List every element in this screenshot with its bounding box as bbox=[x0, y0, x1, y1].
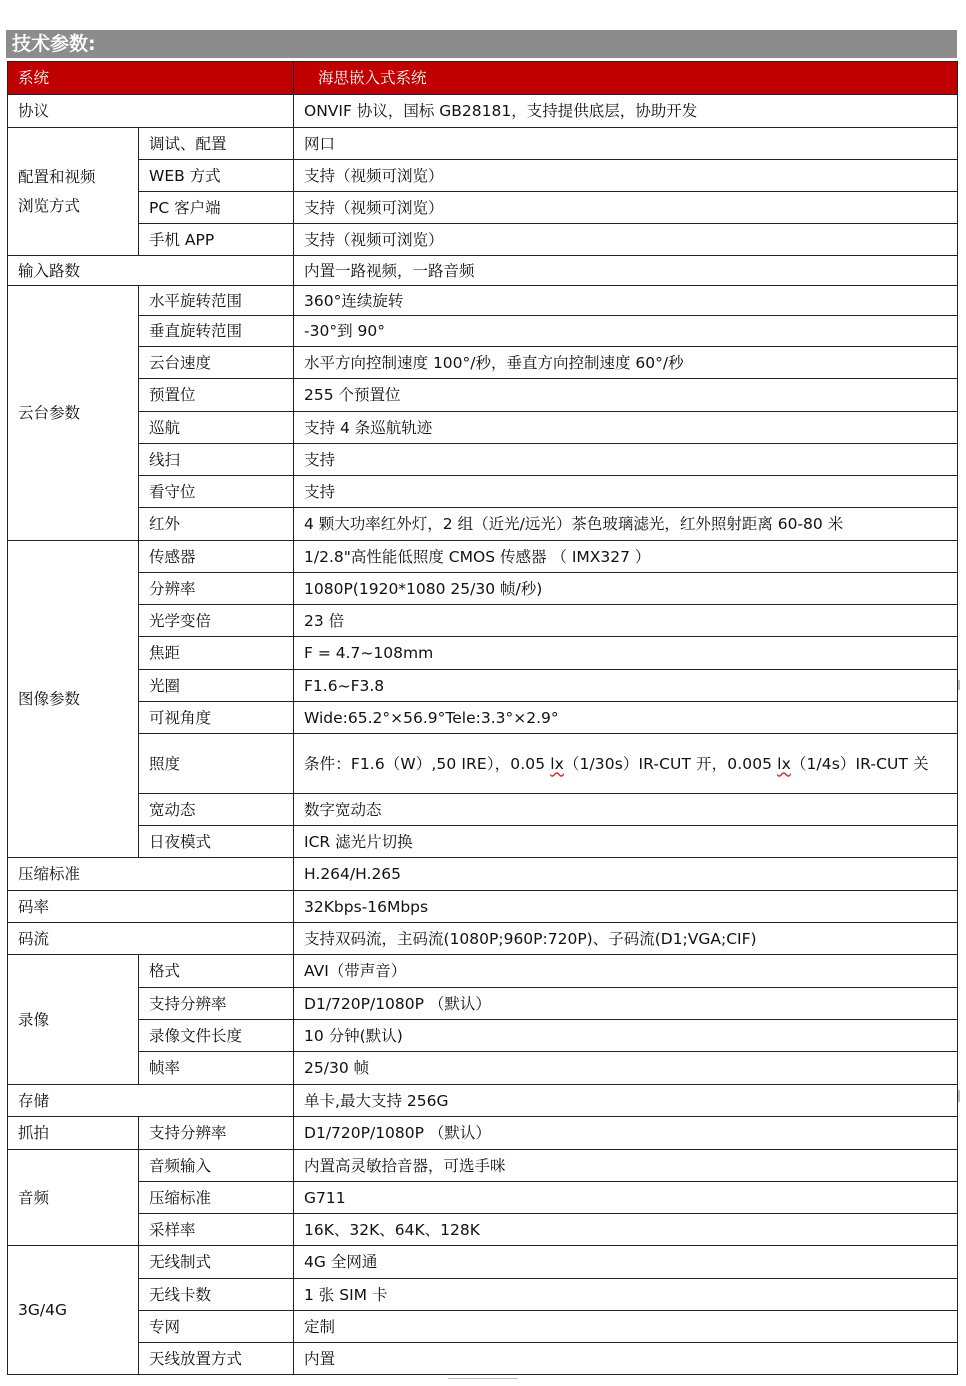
row-value: D1/720P/1080P （默认） bbox=[294, 1117, 958, 1150]
row-value: 16K、32K、64K、128K bbox=[294, 1214, 958, 1246]
row-value: 4 颗大功率红外灯，2 组（近光/远光）茶色玻璃滤光，红外照射距离 60-80 米 bbox=[294, 508, 958, 541]
sub-label: 调试、配置 bbox=[139, 128, 294, 160]
group-label-wireless: 3G/4G bbox=[8, 1246, 139, 1375]
sub-label: 线扫 bbox=[139, 444, 294, 476]
sub-label: 光圈 bbox=[139, 670, 294, 702]
row-value: 内置一路视频，一路音频 bbox=[294, 256, 958, 286]
row-value: 定制 bbox=[294, 1311, 958, 1343]
sub-label: 帧率 bbox=[139, 1052, 294, 1085]
illumination-text-c: （1/4s）IR-CUT 关 bbox=[790, 754, 929, 773]
section-title: 技术参数: bbox=[6, 30, 957, 58]
table-row bbox=[8, 541, 958, 573]
row-value: 4G 全网通 bbox=[294, 1246, 958, 1279]
page-edge-mark bbox=[958, 1090, 960, 1102]
table-row bbox=[8, 508, 958, 541]
table-row bbox=[8, 1343, 958, 1375]
row-label: 协议 bbox=[8, 95, 294, 128]
row-value: 23 倍 bbox=[294, 605, 958, 637]
group-label-image: 图像参数 bbox=[8, 541, 139, 858]
row-value: 单卡,最大支持 256G bbox=[294, 1085, 958, 1117]
sub-label: 照度 bbox=[139, 734, 294, 794]
illumination-text-a: 条件：F1.6（W）,50 IRE），0.05 bbox=[304, 754, 551, 773]
sub-label: 手机 APP bbox=[139, 224, 294, 256]
table-row bbox=[8, 476, 958, 508]
table-row bbox=[8, 1150, 958, 1182]
sub-label: 看守位 bbox=[139, 476, 294, 508]
sub-label: 无线卡数 bbox=[139, 1279, 294, 1311]
sub-label: 支持分辨率 bbox=[139, 1117, 294, 1150]
row-value: ONVIF 协议，国标 GB28181，支持提供底层，协助开发 bbox=[294, 95, 958, 128]
table-row bbox=[8, 891, 958, 923]
sub-label: 日夜模式 bbox=[139, 826, 294, 858]
table-row bbox=[8, 192, 958, 224]
page-edge-mark bbox=[958, 680, 960, 690]
sub-label: 预置位 bbox=[139, 379, 294, 412]
table-header-row bbox=[8, 62, 958, 95]
spec-table bbox=[7, 61, 958, 1375]
header-system-value: 海思嵌入式系统 bbox=[294, 62, 958, 95]
table-row bbox=[8, 1020, 958, 1052]
sub-label: 巡航 bbox=[139, 412, 294, 444]
sub-label: 宽动态 bbox=[139, 794, 294, 826]
table-row bbox=[8, 1052, 958, 1085]
row-value: AVI（带声音） bbox=[294, 955, 958, 988]
group-label-record: 录像 bbox=[8, 955, 139, 1085]
table-row bbox=[8, 1182, 958, 1214]
table-row bbox=[8, 316, 958, 347]
sub-label: 垂直旋转范围 bbox=[139, 316, 294, 347]
table-row bbox=[8, 1311, 958, 1343]
row-value: 255 个预置位 bbox=[294, 379, 958, 412]
table-row bbox=[8, 1214, 958, 1246]
sub-label: 分辨率 bbox=[139, 573, 294, 605]
group-label-config: 配置和视频 浏览方式 bbox=[8, 128, 139, 256]
row-value: 25/30 帧 bbox=[294, 1052, 958, 1085]
sub-label: 音频输入 bbox=[139, 1150, 294, 1182]
row-value: 1 张 SIM 卡 bbox=[294, 1279, 958, 1311]
table-row bbox=[8, 670, 958, 702]
sub-label: 红外 bbox=[139, 508, 294, 541]
row-label: 码流 bbox=[8, 923, 294, 955]
lux-unit-1: lx bbox=[550, 754, 564, 773]
row-label: 输入路数 bbox=[8, 256, 294, 286]
illumination-text-b: （1/30s）IR-CUT 开，0.005 bbox=[563, 754, 778, 773]
sub-label: 专网 bbox=[139, 1311, 294, 1343]
row-value: 支持 bbox=[294, 444, 958, 476]
table-row bbox=[8, 1279, 958, 1311]
table-row bbox=[8, 637, 958, 670]
group-label-ptz: 云台参数 bbox=[8, 286, 139, 541]
table-row bbox=[8, 444, 958, 476]
row-value: 内置高灵敏拾音器，可选手咪 bbox=[294, 1150, 958, 1182]
group-label-audio: 音频 bbox=[8, 1150, 139, 1246]
table-row bbox=[8, 379, 958, 412]
table-row bbox=[8, 224, 958, 256]
sub-label: 录像文件长度 bbox=[139, 1020, 294, 1052]
row-value-illumination bbox=[294, 734, 958, 794]
row-value: 支持（视频可浏览） bbox=[294, 224, 958, 256]
sub-label: 光学变倍 bbox=[139, 605, 294, 637]
row-value: 360°连续旋转 bbox=[294, 286, 958, 316]
sub-label: 格式 bbox=[139, 955, 294, 988]
row-value: F = 4.7~108mm bbox=[294, 637, 958, 670]
sub-label: 可视角度 bbox=[139, 702, 294, 734]
row-label: 码率 bbox=[8, 891, 294, 923]
sub-label: 云台速度 bbox=[139, 347, 294, 379]
group-label-snapshot: 抓拍 bbox=[8, 1117, 139, 1150]
sub-label: 无线制式 bbox=[139, 1246, 294, 1279]
sub-label: WEB 方式 bbox=[139, 160, 294, 192]
row-value: 支持（视频可浏览） bbox=[294, 192, 958, 224]
row-value: F1.6~F3.8 bbox=[294, 670, 958, 702]
table-row bbox=[8, 286, 958, 316]
table-row bbox=[8, 702, 958, 734]
row-value: 1/2.8"高性能低照度 CMOS 传感器 （ IMX327 ） bbox=[294, 541, 958, 573]
page-edge-mark bbox=[448, 1378, 518, 1379]
table-row bbox=[8, 573, 958, 605]
table-row bbox=[8, 734, 958, 794]
row-value: ICR 滤光片切换 bbox=[294, 826, 958, 858]
row-value: G711 bbox=[294, 1182, 958, 1214]
sub-label: 支持分辨率 bbox=[139, 988, 294, 1020]
row-value: 10 分钟(默认) bbox=[294, 1020, 958, 1052]
table-row bbox=[8, 1085, 958, 1117]
sub-label: 传感器 bbox=[139, 541, 294, 573]
row-value: 数字宽动态 bbox=[294, 794, 958, 826]
sub-label: PC 客户端 bbox=[139, 192, 294, 224]
lux-unit-2: lx bbox=[777, 754, 791, 773]
row-value: D1/720P/1080P （默认） bbox=[294, 988, 958, 1020]
table-row bbox=[8, 160, 958, 192]
row-value: 水平方向控制速度 100°/秒，垂直方向控制速度 60°/秒 bbox=[294, 347, 958, 379]
table-row bbox=[8, 128, 958, 160]
row-value: 支持 4 条巡航轨迹 bbox=[294, 412, 958, 444]
row-value: 支持双码流，主码流(1080P;960P:720P)、子码流(D1;VGA;CIF) bbox=[294, 923, 958, 955]
table-row bbox=[8, 1246, 958, 1279]
row-label: 存储 bbox=[8, 1085, 294, 1117]
row-value: H.264/H.265 bbox=[294, 858, 958, 891]
sub-label: 焦距 bbox=[139, 637, 294, 670]
sub-label: 采样率 bbox=[139, 1214, 294, 1246]
table-row bbox=[8, 412, 958, 444]
row-value: Wide:65.2°×56.9°Tele:3.3°×2.9° bbox=[294, 702, 958, 734]
sub-label: 水平旋转范围 bbox=[139, 286, 294, 316]
table-row bbox=[8, 1117, 958, 1150]
row-value: 支持（视频可浏览） bbox=[294, 160, 958, 192]
row-value: 内置 bbox=[294, 1343, 958, 1375]
table-row bbox=[8, 605, 958, 637]
table-row bbox=[8, 923, 958, 955]
table-row bbox=[8, 858, 958, 891]
row-value: 网口 bbox=[294, 128, 958, 160]
table-row bbox=[8, 826, 958, 858]
row-value: 1080P(1920*1080 25/30 帧/秒) bbox=[294, 573, 958, 605]
row-value: 32Kbps-16Mbps bbox=[294, 891, 958, 923]
row-value: 支持 bbox=[294, 476, 958, 508]
table-row bbox=[8, 988, 958, 1020]
sub-label: 压缩标准 bbox=[139, 1182, 294, 1214]
table-row bbox=[8, 95, 958, 128]
table-row bbox=[8, 955, 958, 988]
sub-label: 天线放置方式 bbox=[139, 1343, 294, 1375]
row-value: -30°到 90° bbox=[294, 316, 958, 347]
row-label: 压缩标准 bbox=[8, 858, 294, 891]
table-row bbox=[8, 256, 958, 286]
table-row bbox=[8, 794, 958, 826]
table-row bbox=[8, 347, 958, 379]
header-system-label: 系统 bbox=[8, 62, 294, 95]
